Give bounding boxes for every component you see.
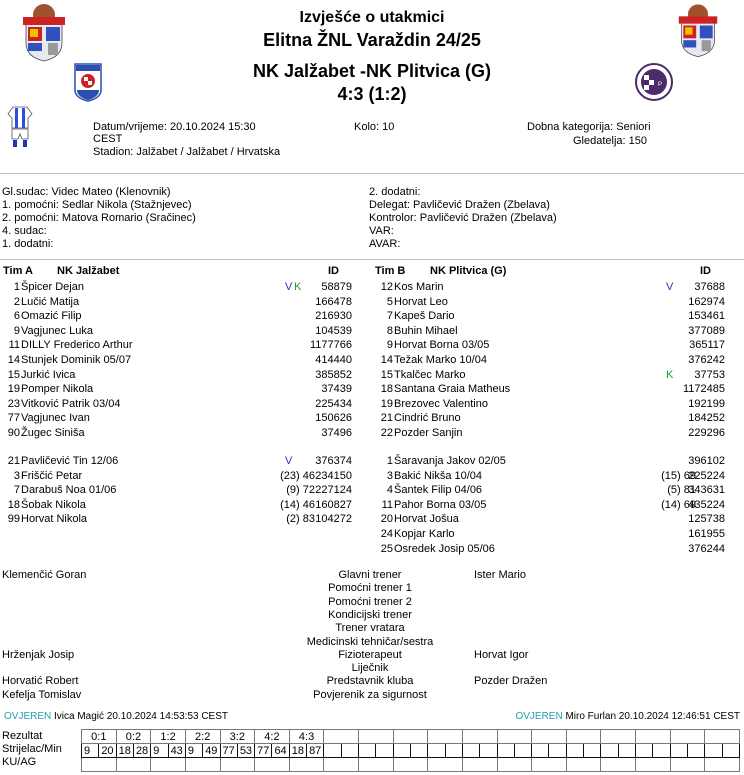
player-id: 58879 <box>321 281 352 293</box>
captain-mark: K <box>294 281 302 293</box>
player-id: 1177766 <box>309 339 352 352</box>
goal-minute-cell <box>653 744 670 758</box>
score-cell <box>566 730 601 744</box>
player-id: 376244 <box>688 542 725 555</box>
staff-role: Glavni trener <box>338 569 402 581</box>
player-number: 23 <box>7 397 20 410</box>
player-id: 104272 <box>315 513 352 526</box>
team-b-label: Tim B <box>375 265 406 277</box>
player-row <box>373 353 739 367</box>
vice-captain-mark: V <box>285 455 293 467</box>
player-name: Jurkić Ivica <box>21 368 76 381</box>
verification-home <box>4 710 228 723</box>
score-cell: 3:2 <box>220 730 255 744</box>
player-row <box>0 512 366 526</box>
goal-minute-cell: 87 <box>307 744 324 758</box>
goal-minute-cell <box>584 744 601 758</box>
cards-cell <box>636 758 671 772</box>
cards-cell <box>566 758 601 772</box>
scorer-number-cell: 77 <box>255 744 272 758</box>
player-number: 18 <box>380 383 393 396</box>
verified-by: Ivica Magić 20.10.2024 14:53:53 CEST <box>54 711 229 722</box>
player-number: 1 <box>13 281 20 293</box>
player-name: Lučić Matija <box>21 295 80 308</box>
away-team-name: NK Plitvica (G) <box>366 61 492 81</box>
player-name: DILLY Frederico Arthur <box>21 339 133 352</box>
score-cell: 0:2 <box>116 730 151 744</box>
goal-minute-cell <box>341 744 358 758</box>
cards-cell <box>255 758 290 772</box>
score-cell <box>705 730 740 744</box>
player-id: 104539 <box>315 324 352 337</box>
goal-minute-cell: 20 <box>99 744 116 758</box>
team-a-label: Tim A <box>3 265 33 277</box>
score-cell: 1:2 <box>151 730 186 744</box>
score-cell <box>462 730 497 744</box>
cards-cell <box>428 758 463 772</box>
substitution-info: (14) 46 <box>280 498 315 511</box>
player-id: 192199 <box>688 397 725 410</box>
player-id: 184252 <box>688 412 725 425</box>
player-number: 19 <box>380 397 393 410</box>
staff-home-name: Kefelja Tomislav <box>2 688 82 701</box>
player-name: Cindrić Bruno <box>394 412 461 425</box>
player-row <box>0 411 366 425</box>
score-cell <box>532 730 567 744</box>
player-number: 99 <box>7 513 20 526</box>
player-id: 435224 <box>688 498 725 511</box>
vice-captain-mark: V <box>666 281 674 293</box>
player-row <box>373 280 739 294</box>
player-row <box>373 527 739 541</box>
player-row <box>373 338 739 352</box>
official-entry: VAR: <box>369 225 394 237</box>
player-name: Šantek Filip 04/06 <box>394 484 483 497</box>
scorer-number-cell: 77 <box>220 744 237 758</box>
player-number: 77 <box>7 412 20 425</box>
player-name: Pomper Nikola <box>21 383 94 396</box>
player-name: Santana Graia Matheus <box>394 383 511 396</box>
staff-role: Povjerenik za sigurnost <box>313 688 427 701</box>
player-id: 166478 <box>315 295 352 308</box>
player-row <box>0 309 366 323</box>
player-name: Stunjek Dominik 05/07 <box>21 354 132 366</box>
goal-minute-cell <box>722 744 739 758</box>
divider <box>0 173 744 174</box>
team-a-id-header: ID <box>328 265 339 277</box>
goal-minute-cell <box>480 744 497 758</box>
cards-cell <box>116 758 151 772</box>
player-id: 225224 <box>688 469 725 482</box>
player-id: 396102 <box>688 455 725 467</box>
player-number: 22 <box>380 427 393 439</box>
player-row <box>0 498 366 512</box>
player-name: Kapeš Dario <box>394 310 455 323</box>
competition-title: Elitna ŽNL Varaždin 24/25 <box>263 30 481 50</box>
player-row <box>0 353 366 367</box>
match-datetime: Datum/vrijeme: 20.10.2024 15:30 <box>93 121 256 133</box>
player-name: Žugec Siniša <box>21 427 85 439</box>
player-row <box>0 280 366 294</box>
player-row <box>0 426 366 440</box>
official-entry: AVAR: <box>369 238 401 250</box>
goal-minute-cell <box>376 744 393 758</box>
player-id: 1172485 <box>682 383 725 396</box>
team-separator: - <box>360 61 367 81</box>
player-id: 37688 <box>694 281 725 293</box>
player-id: 153461 <box>688 310 725 323</box>
cards-cell <box>670 758 705 772</box>
player-name: Friščić Petar <box>21 469 83 482</box>
player-row <box>0 483 366 497</box>
player-row <box>373 426 739 440</box>
player-id: 365117 <box>689 339 725 352</box>
official-entry: 4. sudac: <box>2 225 47 237</box>
player-number: 5 <box>386 295 393 308</box>
player-row <box>0 397 366 411</box>
official-entry: 1. pomoćni: Sedlar Nikola (Stažnjevec) <box>2 199 192 211</box>
player-row <box>373 512 739 526</box>
verification-away <box>515 710 740 723</box>
match-teams <box>0 61 744 82</box>
player-row <box>373 382 739 396</box>
substitution-info: (5) 81 <box>667 484 696 497</box>
player-row <box>373 295 739 309</box>
player-id: 37496 <box>321 427 352 439</box>
home-kit-icon <box>7 106 33 148</box>
staff-role: Pomoćni trener 1 <box>328 582 412 595</box>
player-row <box>0 454 366 468</box>
player-name: Šaravanja Jakov 02/05 <box>394 455 506 467</box>
divider <box>0 259 744 260</box>
official-entry: 1. dodatni: <box>2 238 54 250</box>
player-row <box>0 324 366 338</box>
scorer-number-cell <box>324 744 341 758</box>
player-name: Pahor Borna 03/05 <box>394 498 487 511</box>
staff-role: Fizioterapeut <box>338 648 402 661</box>
scorer-number-cell <box>601 744 618 758</box>
cards-cell <box>497 758 532 772</box>
substitution-info: (9) 72 <box>286 484 315 497</box>
player-id: 125738 <box>688 513 725 526</box>
staff-home-name: Hrženjak Josip <box>2 648 75 661</box>
player-row <box>373 368 739 382</box>
cards-cell <box>220 758 255 772</box>
player-name: Horvat Leo <box>394 295 448 308</box>
goal-minute-cell <box>410 744 427 758</box>
verified-status: OVJEREN <box>515 711 563 722</box>
staff-role: Kondicijski trener <box>328 608 412 621</box>
cards-cell <box>359 758 394 772</box>
scorer-number-cell <box>566 744 583 758</box>
player-row <box>373 498 739 512</box>
player-number: 21 <box>7 455 20 467</box>
player-row <box>373 483 739 497</box>
home-team-name: NK Jalžabet <box>252 61 355 81</box>
staff-role: Medicinski tehničar/sestra <box>306 635 434 648</box>
results-table <box>81 729 740 772</box>
player-number: 14 <box>7 354 20 366</box>
goal-minute-cell <box>445 744 462 758</box>
player-name: Pozder Sanjin <box>394 427 463 439</box>
score-cell <box>497 730 532 744</box>
row-label-scorer: Strijelac/Min <box>2 743 62 755</box>
score-cell <box>670 730 705 744</box>
cards-cell <box>151 758 186 772</box>
cards-cell <box>601 758 636 772</box>
player-name: Kos Marin <box>394 281 444 293</box>
player-number: 18 <box>7 498 20 511</box>
player-number: 90 <box>7 427 20 439</box>
official-entry: Delegat: Pavličević Dražen (Zbelava) <box>369 199 550 211</box>
verified-status: OVJEREN <box>4 711 52 722</box>
player-id: 162974 <box>688 295 725 308</box>
player-name: Vagjunec Luka <box>21 324 93 337</box>
player-id: 227124 <box>315 484 352 497</box>
goal-minute-cell <box>687 744 704 758</box>
score-cell: 0:1 <box>82 730 117 744</box>
player-id: 385852 <box>315 368 352 381</box>
player-row <box>373 324 739 338</box>
player-name: Darabuš Noa 01/06 <box>21 484 117 497</box>
player-id: 161955 <box>688 528 725 540</box>
player-number: 7 <box>13 484 20 497</box>
player-name: Šobak Nikola <box>21 498 86 511</box>
cards-cell <box>324 758 359 772</box>
player-id: 216930 <box>315 310 352 323</box>
player-row <box>373 454 739 468</box>
player-name: Pavličević Tin 12/06 <box>21 455 119 467</box>
player-name: Buhin Mihael <box>394 324 458 337</box>
cards-cell <box>82 758 117 772</box>
staff-role: Predstavnik kluba <box>326 675 414 688</box>
document-title: Izvješće o utakmici <box>299 9 445 26</box>
cards-cell <box>393 758 428 772</box>
player-row <box>0 469 366 483</box>
scorer-number-cell: 9 <box>185 744 202 758</box>
staff-role: Liječnik <box>351 662 389 675</box>
staff-role: Pomoćni trener 2 <box>328 595 412 608</box>
player-id: 225434 <box>315 397 352 410</box>
vice-captain-mark: V <box>285 281 293 293</box>
official-entry: Gl.sudac: Videc Mateo (Klenovnik) <box>2 186 171 198</box>
scorer-number-cell <box>636 744 653 758</box>
player-number: 7 <box>386 310 393 323</box>
player-row <box>373 411 739 425</box>
player-number: 19 <box>7 383 20 396</box>
team-b-name: NK Plitvica (G) <box>430 265 507 277</box>
player-number: 15 <box>380 368 393 381</box>
player-id: 234150 <box>315 469 352 482</box>
player-number: 1 <box>386 455 393 467</box>
official-entry: 2. pomoćni: Matova Romario (Sračinec) <box>2 212 196 224</box>
scorer-number-cell <box>462 744 479 758</box>
player-number: 20 <box>380 513 393 526</box>
player-row <box>373 397 739 411</box>
player-number: 25 <box>380 542 393 555</box>
score-cell: 2:2 <box>185 730 220 744</box>
match-timezone: CEST <box>93 133 123 145</box>
team-a-name: NK Jalžabet <box>57 265 120 277</box>
player-name: Vitković Patrik 03/04 <box>21 397 121 410</box>
player-name: Kopjar Karlo <box>394 528 455 540</box>
substitution-info: (23) 46 <box>280 469 315 482</box>
cards-cell <box>185 758 220 772</box>
player-name: Horvat Nikola <box>21 513 88 526</box>
player-name: Špicer Dejan <box>21 281 84 293</box>
row-label-result: Rezultat <box>2 730 43 742</box>
verified-by: Miro Furlan 20.10.2024 12:46:51 CEST <box>565 711 740 722</box>
score-cell <box>324 730 359 744</box>
player-name: Bakić Nikša 10/04 <box>394 469 483 482</box>
captain-mark: K <box>666 368 674 381</box>
svg-text:P: P <box>658 82 663 88</box>
player-id: 377089 <box>688 324 725 337</box>
scorer-number-cell <box>359 744 376 758</box>
scorer-number-cell: 9 <box>82 744 99 758</box>
score-cell: 4:3 <box>289 730 324 744</box>
player-number: 3 <box>13 469 20 482</box>
player-number: 3 <box>386 469 393 482</box>
match-round: Kolo: 10 <box>354 121 395 133</box>
age-category: Dobna kategorija: Seniori <box>527 121 651 133</box>
score-cell <box>393 730 428 744</box>
player-number: 9 <box>13 324 20 337</box>
scorer-number-cell <box>670 744 687 758</box>
goal-minute-cell <box>618 744 635 758</box>
cards-cell <box>532 758 567 772</box>
player-row <box>0 382 366 396</box>
player-number: 9 <box>386 339 393 352</box>
player-row <box>373 469 739 483</box>
player-id: 376242 <box>688 354 725 366</box>
player-name: Tkalčec Marko <box>394 368 466 381</box>
player-id: 414440 <box>315 354 352 366</box>
goal-minute-cell: 49 <box>203 744 220 758</box>
scorer-number-cell <box>705 744 722 758</box>
scorer-number-cell: 18 <box>289 744 306 758</box>
goal-minute-cell: 43 <box>168 744 185 758</box>
player-name: Horvat Jošua <box>394 513 459 526</box>
player-id: 150626 <box>315 412 352 425</box>
spectators: Gledatelja: 150 <box>573 135 647 147</box>
official-entry: 2. dodatni: <box>369 186 421 198</box>
player-number: 21 <box>380 412 393 425</box>
goal-minute-cell <box>549 744 566 758</box>
cards-cell <box>462 758 497 772</box>
staff-away-name: Horvat Igor <box>474 648 529 661</box>
player-name: Omazić Filip <box>21 310 82 323</box>
scorer-number-cell <box>393 744 410 758</box>
official-entry: Kontrolor: Pavličević Dražen (Zbelava) <box>369 212 557 224</box>
player-id: 376374 <box>315 455 352 467</box>
score-cell <box>601 730 636 744</box>
player-id: 343631 <box>688 484 725 497</box>
player-id: 37439 <box>321 383 352 396</box>
scorer-number-cell <box>428 744 445 758</box>
scorer-number-cell: 9 <box>151 744 168 758</box>
scorer-number-cell <box>532 744 549 758</box>
player-id: 160827 <box>315 498 352 511</box>
cards-cell <box>289 758 324 772</box>
player-row <box>0 368 366 382</box>
player-number: 11 <box>381 498 393 511</box>
staff-home-name: Horvatić Robert <box>2 675 79 688</box>
score-cell <box>636 730 671 744</box>
player-number: 8 <box>386 324 393 337</box>
cards-cell <box>705 758 740 772</box>
substitution-info: (2) 83 <box>286 513 315 526</box>
player-number: 15 <box>7 368 20 381</box>
goal-minute-cell: 64 <box>272 744 289 758</box>
scorer-number-cell <box>497 744 514 758</box>
player-name: Vagjunec Ivan <box>21 412 90 425</box>
player-name: Brezovec Valentino <box>394 397 488 410</box>
player-id: 229296 <box>688 427 725 439</box>
player-name: Težak Marko 10/04 <box>394 354 487 366</box>
player-number: 24 <box>380 528 393 540</box>
player-number: 14 <box>380 354 393 366</box>
player-number: 11 <box>8 339 20 352</box>
staff-home-name: Klemenčić Goran <box>2 569 87 581</box>
staff-away-name: Pozder Dražen <box>474 675 548 688</box>
player-number: 2 <box>13 295 20 308</box>
team-b-id-header: ID <box>700 265 711 277</box>
player-number: 4 <box>386 484 393 497</box>
staff-role: Trener vratara <box>335 622 405 635</box>
player-name: Horvat Borna 03/05 <box>394 339 490 352</box>
match-stadium: Stadion: Jalžabet / Jalžabet / Hrvatska <box>93 146 281 158</box>
substitution-info: (14) 69 <box>661 498 696 511</box>
player-number: 6 <box>13 310 20 323</box>
substitution-info: (15) 69 <box>661 469 696 482</box>
player-row <box>0 295 366 309</box>
staff-away-name: Ister Mario <box>474 569 526 581</box>
goal-minute-cell <box>514 744 531 758</box>
row-label-cards: KU/AG <box>2 756 37 768</box>
player-row <box>373 542 739 556</box>
match-score: 4:3 (1:2) <box>337 84 407 104</box>
score-cell <box>428 730 463 744</box>
player-number: 12 <box>380 281 393 293</box>
player-name: Osredek Josip 05/06 <box>394 542 495 555</box>
score-cell: 4:2 <box>255 730 290 744</box>
score-cell <box>359 730 394 744</box>
player-row <box>0 338 366 352</box>
player-id: 37753 <box>694 368 725 381</box>
goal-minute-cell: 53 <box>237 744 254 758</box>
goal-minute-cell: 28 <box>133 744 150 758</box>
player-row <box>373 309 739 323</box>
scorer-number-cell: 18 <box>116 744 133 758</box>
